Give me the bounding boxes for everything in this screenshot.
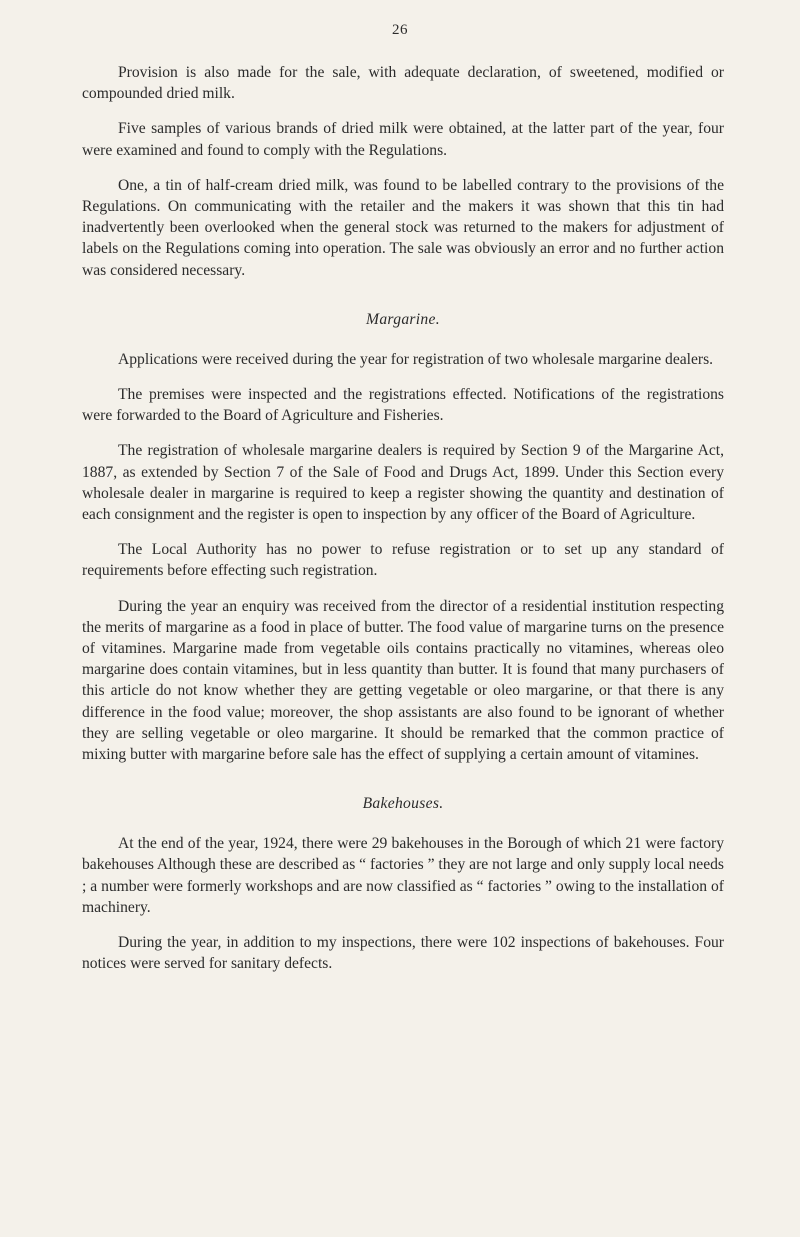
paragraph-dried-milk-provision: Provision is also made for the sale, with adequate declaration, of sweetened, modified or compounded dried milk. xyxy=(82,64,724,103)
bakehouses-section xyxy=(82,795,724,974)
paragraph-margarine-enquiry: During the year an enquiry was received from the director of a residential institution respecting the merits of margarine as a food in place of butter. The food value of margarine turns on the presence of vitamines. Margarine made from vegetable oils contains practically no vitamines, whereas oleo margarine does contain vitamines, but in less quantity than butter. It is found that many purchasers of this article do not know whether they are getting vegetable or oleo margarine, or that there is any difference in the food value; moreover, the shop assistants are also found to be ignorant of whether they are selling vegetable or oleo margarine. It should be remarked that the common practice of mixing butter with margarine before sale has the effect of supplying a certain amount of vitamines. xyxy=(82,597,724,764)
page-number: 26 xyxy=(392,22,408,38)
paragraph-margarine-applications: Applications were received during the year for registration of two wholesale margarine dealers. xyxy=(118,350,714,368)
paragraph-bakehouses-count: At the end of the year, 1924, there were 29 bakehouses in the Borough of which 21 were factory bakehouses Although these are described as “ factories ” they are not large and only supply local needs ; a number were formerly workshops and are now classified as “ factories ” owing to the installation of machinery. xyxy=(82,835,724,916)
dried-milk-section xyxy=(82,62,724,281)
heading-bakehouses: Bakehouses. xyxy=(362,795,444,813)
document-body xyxy=(82,62,724,989)
paragraph-dried-milk-samples: Five samples of various brands of dried milk were obtained, at the latter part of the year, four were examined and found to comply with the Regulations. xyxy=(82,120,724,159)
paragraph-margarine-premises: The premises were inspected and the registrations effected. Notifications of the registrations were forwarded to the Board of Agriculture and Fisheries. xyxy=(82,386,724,425)
paragraph-dried-milk-half-cream: One, a tin of half-cream dried milk, was found to be labelled contrary to the provisions of the Regulations. On communicating with the retailer and the makers it was shown that this tin had inadvertently been overlooked when the general stock was returned to the makers for adjustment of labels on the Regulations coming into operation. The sale was obviously an error and no further action was considered necessary. xyxy=(82,176,724,279)
paragraph-margarine-local-authority: The Local Authority has no power to refuse registration or to set up any standard of requirements before effecting such registration. xyxy=(82,541,724,580)
margarine-section xyxy=(82,311,724,765)
paragraph-margarine-registration-law: The registration of wholesale margarine dealers is required by Section 9 of the Margarine Act, 1887, as extended by Section 7 of the Sale of Food and Drugs Act, 1899. Under this Section every wholesale dealer in margarine is required to keep a register showing the quantity and destination of each consignment and the register is open to inspection by any officer of the Board of Agriculture. xyxy=(82,442,724,524)
heading-margarine: Margarine. xyxy=(366,310,440,328)
paragraph-bakehouses-inspections: During the year, in addition to my inspections, there were 102 inspections of bakehouses. Four notices were served for sanitary defects. xyxy=(82,934,724,973)
